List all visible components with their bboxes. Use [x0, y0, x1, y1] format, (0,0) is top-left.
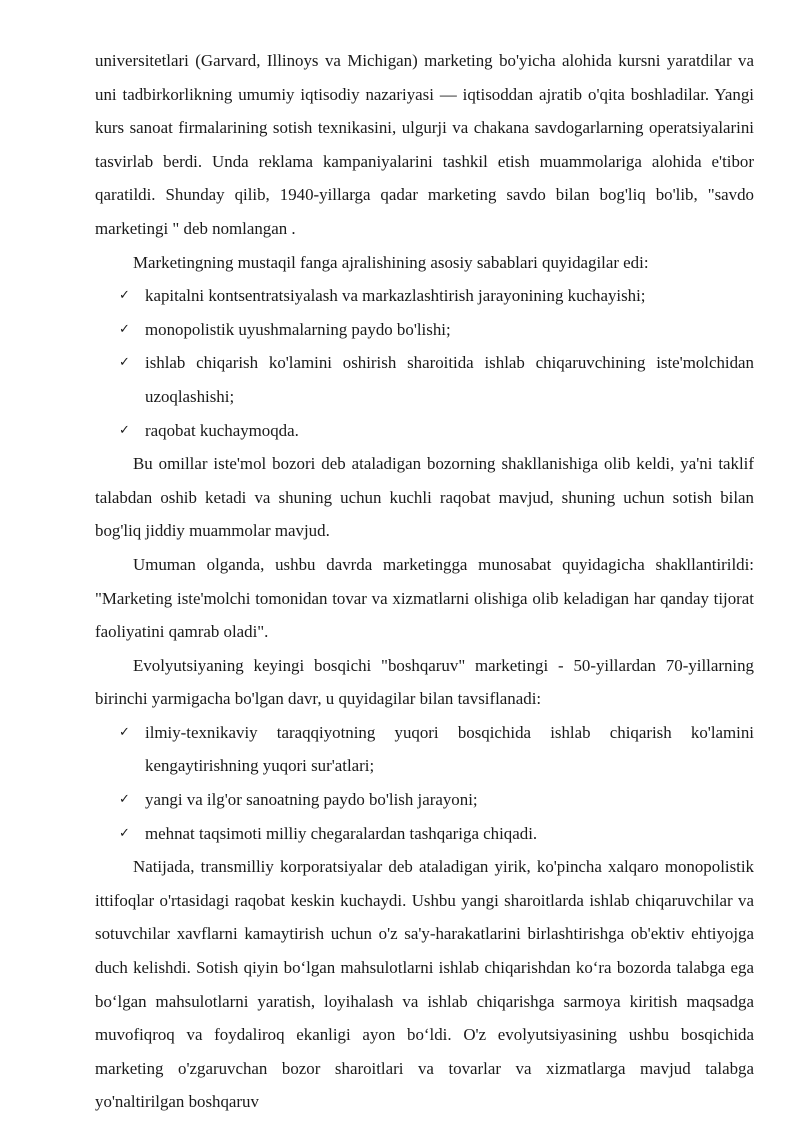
list-item-text: kapitalni kontsentratsiyalash va markazlashtirish jarayonining kuchayishi; — [145, 286, 646, 306]
check-mark-icon: ✓ — [119, 422, 130, 438]
check-mark-icon: ✓ — [119, 355, 130, 371]
document-page — [95, 44, 754, 1119]
list-item-text: mehnat taqsimoti milliy chegaralardan tashqariga chiqadi. — [145, 823, 538, 843]
list-item — [95, 279, 754, 313]
list-item — [95, 414, 754, 448]
paragraph-consumer-market: Bu omillar iste'mol bozori deb ataladigan bozorning shakllanishiga olib keldi, ya'ni taklif talabdan oshib ketadi va shuning uchun kuchli raqobat mavjud, shuning uchun sotish bilan bog'liq jiddiy muammolar mavjud. — [95, 454, 754, 541]
list-item — [95, 346, 754, 413]
paragraph-definition: Umuman olganda, ushbu davrda marketingga munosabat quyidagicha shakllantirildi: "Marketing iste'molchi tomonidan tovar va xizmatlarni olishiga olib keladigan har qanday tijorat faoliyatini qamrab oladi". — [95, 554, 754, 642]
list-item — [95, 716, 754, 783]
list-item — [95, 817, 754, 851]
list-item — [95, 313, 754, 347]
check-mark-icon: ✓ — [119, 825, 130, 841]
check-mark-icon: ✓ — [119, 288, 130, 304]
list-item-text: ishlab chiqarish ko'lamini oshirish sharoitida ishlab chiqaruvchining iste'molchidan uzoqlashishi; — [145, 353, 754, 406]
list-item — [95, 783, 754, 817]
list-item-text: monopolistik uyushmalarning paydo bo'lishi; — [145, 319, 451, 339]
check-mark-icon: ✓ — [119, 321, 130, 337]
list-item-text: yangi va ilg'or sanoatning paydo bo'lish jarayoni; — [145, 790, 478, 810]
list-item-text: ilmiy-texnikaviy taraqqiyotning yuqori bosqichida ishlab chiqarish ko'lamini kengaytirishning yuqori sur'atlari; — [145, 722, 754, 776]
reasons-list — [95, 279, 754, 447]
list-item-text: raqobat kuchaymoqda. — [145, 420, 299, 440]
paragraph-reasons-heading: Marketingning mustaqil fanga ajralishining asosiy sabablari quyidagilar edi: — [133, 252, 649, 272]
paragraph-intro: universitetlari (Garvard, Illinoys va Michigan) marketing bo'yicha alohida kursni yaratdilar va uni tadbirkorlikning umumiy iqtisodiy nazariyasi — iqtisoddan ajratib o'qita boshladilar. Yangi kurs sanoat firmalarining sotish texnikasini, ulgurji va chakana savdogarlarning operatsiyalarini tasvirlab berdi. Unda reklama kampaniyalarini tashkil etish muammolariga alohida e'tibor qaratildi. Shunday qilib, 1940-yillarga qadar marketing savdo bilan bog'liq bo'lib, "savdo marketingi " deb nomlangan . — [95, 51, 754, 238]
paragraph-result: Natijada, transmilliy korporatsiyalar deb ataladigan yirik, ko'pincha xalqaro monopolistik ittifoqlar o'rtasidagi raqobat keskin kuchaydi. Ushbu yangi sharoitlarda ishlab chiqaruvchilar va sotuvchilar xavflarni kamaytirish uchun o'z sa'y-harakatlarini birlashtirishga ob'ektiv ehtiyojga duch kelishdi. Sotish qiyin bo‘lgan mahsulotlarni ishlab chiqarishdan ko‘ra bozorda talabga ega bo‘lgan mahsulotlarni yaratish, loyihalash va ishlab chiqarishga sarmoya kiritish maqsadga muvofiqroq va foydaliroq ekanligi ayon bo‘ldi. O'z evolyutsiyasining ushbu bosqichida marketing o'zgaruvchan bozor sharoitlari va tovarlar va xizmatlarga mavjud talabga yo'naltirilgan boshqaruv — [95, 857, 754, 1112]
paragraph-management-stage: Evolyutsiyaning keyingi bosqichi "boshqaruv" marketingi - 50-yillardan 70-yillarning birinchi yarmigacha bo'lgan davr, u quyidagilar bilan tavsiflanadi: — [95, 655, 754, 709]
check-mark-icon: ✓ — [119, 724, 130, 740]
characteristics-list — [95, 716, 754, 850]
check-mark-icon: ✓ — [119, 792, 130, 808]
